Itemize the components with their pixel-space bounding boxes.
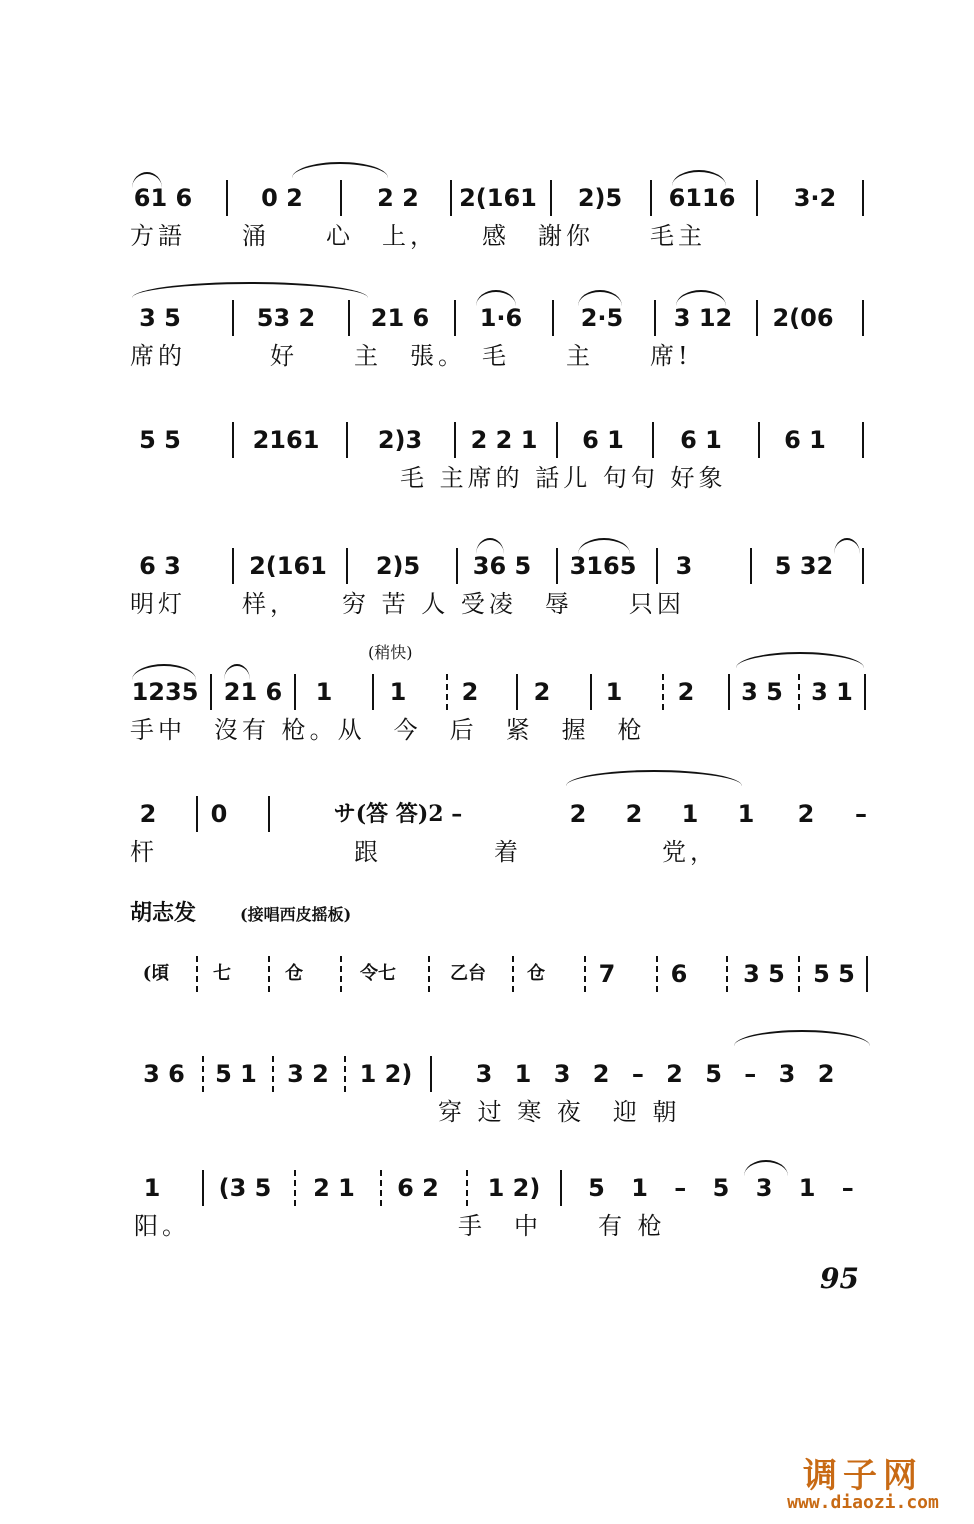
lyrics-line: [0, 836, 974, 868]
barline: [232, 300, 234, 336]
lyrics-line: [0, 220, 974, 252]
barline: [728, 674, 730, 710]
barline: [456, 548, 458, 584]
barline-dashed: [268, 956, 270, 992]
note-group: 2(161: [249, 552, 327, 580]
note-group: 6 1: [784, 426, 826, 454]
barline: [590, 674, 592, 710]
barline: [202, 1170, 204, 1206]
note-group: 6116: [668, 184, 736, 212]
note-group: 2 2 1: [470, 426, 538, 454]
barline: [556, 548, 558, 584]
score-system-8: [0, 1052, 974, 1132]
note-group: 3 5: [741, 678, 783, 706]
slur: [566, 770, 742, 786]
note-group: 5 5: [813, 960, 855, 988]
barline: [556, 422, 558, 458]
note-group: 6 2: [397, 1174, 439, 1202]
note-group: 5 5: [139, 426, 181, 454]
note-group: 3: [675, 552, 693, 580]
note-group: –: [855, 800, 867, 828]
note-group: 21 6: [370, 304, 430, 332]
barline: [758, 422, 760, 458]
notation-line: [0, 296, 974, 340]
barline: [372, 674, 374, 710]
note-group: 3 1: [811, 678, 853, 706]
barline: [210, 674, 212, 710]
note-group: 5 1 – 5 3 1 –: [588, 1174, 854, 1202]
note-group: 2)5: [577, 184, 623, 212]
note-group: 2: [569, 800, 587, 828]
lyric-text: 方語 涌 心 上， 感 謝你 毛主: [130, 222, 706, 250]
slur: [734, 1030, 870, 1046]
lyrics-line: [0, 588, 974, 620]
watermark: [758, 1448, 968, 1520]
note-group: 七: [213, 963, 231, 984]
barline: [552, 300, 554, 336]
barline-dashed: [656, 956, 658, 992]
barline: [430, 1056, 432, 1092]
note-group: 3 1 3 2 – 2 5 – 3 2: [475, 1060, 835, 1088]
note-group: 1: [737, 800, 755, 828]
notation-line: [0, 418, 974, 462]
barline-dashed: [380, 1170, 382, 1206]
note-group: 1 2): [359, 1060, 413, 1088]
score-system-3: [0, 418, 974, 498]
barline: [862, 180, 864, 216]
note-group: 0 2: [261, 184, 303, 212]
note-group: 2)5: [375, 552, 421, 580]
note-group: 0: [210, 800, 228, 828]
barline-dashed: [662, 674, 664, 710]
notation-line: [0, 952, 974, 996]
barline: [226, 180, 228, 216]
note-group: (3 5: [218, 1174, 272, 1202]
lyric-text: 手中 沒有 枪。从 今 后 紧 握 枪: [130, 716, 646, 744]
page-number: 95: [820, 1262, 859, 1295]
barline: [654, 300, 656, 336]
note-group: 乙台: [450, 963, 486, 984]
barline-dashed: [512, 956, 514, 992]
barline: [560, 1170, 562, 1206]
barline-dashed: [798, 956, 800, 992]
barline-dashed: [466, 1170, 468, 1206]
lyric-text: 明灯 样， 穷 苦 人 受凌 辱 只因: [130, 590, 685, 618]
barline: [454, 300, 456, 336]
score-system-5: [0, 670, 974, 750]
barline-dashed: [196, 956, 198, 992]
note-group: 3 6: [143, 1060, 185, 1088]
barline-dashed: [202, 1056, 204, 1092]
note-group: 1235: [131, 678, 199, 706]
note-group: 6 3: [139, 552, 181, 580]
barline: [196, 796, 198, 832]
note-group: 2: [533, 678, 551, 706]
note-group: 2161: [252, 426, 320, 454]
note-group: 仓: [285, 963, 303, 984]
lyric-text: 杆 跟 着 党，: [130, 838, 718, 866]
note-group: 6 1: [582, 426, 624, 454]
note-group: 2·5: [580, 304, 624, 332]
note-group: 53 2: [256, 304, 316, 332]
barline: [346, 422, 348, 458]
notation-line: [0, 176, 974, 220]
barline: [346, 548, 348, 584]
note-group: 3 2: [287, 1060, 329, 1088]
note-group: 6: [670, 960, 688, 988]
note-group: 1: [605, 678, 623, 706]
lyrics-line: [0, 462, 974, 494]
note-group: 3165: [569, 552, 637, 580]
notation-line: [0, 792, 974, 836]
barline: [750, 548, 752, 584]
barline: [656, 548, 658, 584]
barline: [862, 422, 864, 458]
lyrics-line: [0, 714, 974, 746]
score-system-7: [0, 952, 974, 1032]
note-group: 1 2): [487, 1174, 541, 1202]
watermark-title: 调子网: [803, 1456, 923, 1496]
barline: [450, 180, 452, 216]
score-system-1: [0, 176, 974, 256]
note-group: 5 1: [215, 1060, 257, 1088]
notation-line: [0, 544, 974, 588]
note-group: 21 6: [223, 678, 283, 706]
barline-dashed: [340, 956, 342, 992]
note-group: 2: [461, 678, 479, 706]
note-group: 1·6: [479, 304, 523, 332]
note-group: 1: [681, 800, 699, 828]
barline-dashed: [344, 1056, 346, 1092]
note-group: 2: [625, 800, 643, 828]
barline: [756, 300, 758, 336]
note-group: 2(06: [772, 304, 834, 332]
note-group: 3 5: [743, 960, 785, 988]
lyrics-line: [0, 1210, 974, 1242]
watermark-url: www.diaozi.com: [787, 1492, 939, 1513]
notation-line: [0, 1052, 974, 1096]
notation-line: [0, 670, 974, 714]
barline-dashed: [584, 956, 586, 992]
barline: [864, 674, 866, 710]
note-group: 仓: [527, 963, 545, 984]
note-group: 2 2: [377, 184, 419, 212]
slur: [736, 652, 864, 668]
lyric-text: 席的 好 主 張。 毛 主 席!: [130, 342, 692, 370]
barline: [550, 180, 552, 216]
note-group: 1: [315, 678, 333, 706]
barline: [454, 422, 456, 458]
note-group: 2(161: [459, 184, 537, 212]
lyric-text: 毛 主席的 話儿 句句 好象: [400, 464, 727, 492]
score-system-4: [0, 544, 974, 624]
note-group: 2)3: [377, 426, 423, 454]
lyric-text: 穿 过 寒 夜 迎 朝: [438, 1098, 681, 1126]
lyrics-line: [0, 1096, 974, 1128]
singer-name: 胡志发: [130, 900, 197, 926]
score-system-6: [0, 792, 974, 872]
barline-dashed: [798, 674, 800, 710]
lyric-text: 阳。 手 中 有 枪: [134, 1212, 666, 1240]
barline: [650, 180, 652, 216]
barline-dashed: [272, 1056, 274, 1092]
note-group: 61 6: [133, 184, 193, 212]
barline-dashed: [446, 674, 448, 710]
note-group: 3·2: [793, 184, 837, 212]
barline: [516, 674, 518, 710]
barline-dashed: [428, 956, 430, 992]
note-group: 2: [139, 800, 157, 828]
note-group: 36 5: [472, 552, 532, 580]
tempo-mark: (稍快): [368, 643, 413, 662]
barline: [756, 180, 758, 216]
barline: [232, 422, 234, 458]
note-group: (頃: [142, 963, 170, 984]
barline: [866, 956, 868, 992]
barline: [652, 422, 654, 458]
score-system-9: [0, 1166, 974, 1246]
note-group: 2: [797, 800, 815, 828]
barline: [340, 180, 342, 216]
barline: [862, 548, 864, 584]
note-group: 3 5: [139, 304, 181, 332]
barline: [232, 548, 234, 584]
note-group: サ(答 答)2 –: [333, 801, 463, 827]
note-group: 7: [598, 960, 616, 988]
barline-dashed: [294, 1170, 296, 1206]
barline: [348, 300, 350, 336]
score-system-2: [0, 296, 974, 376]
lyrics-line: [0, 340, 974, 372]
note-group: 令七: [360, 963, 396, 984]
note-group: 3 12: [673, 304, 733, 332]
note-group: 2 1: [313, 1174, 355, 1202]
note-group: 1: [389, 678, 407, 706]
note-group: 5 32: [774, 552, 834, 580]
note-group: 2: [677, 678, 695, 706]
singing-style: (接唱西皮摇板): [240, 905, 352, 924]
barline: [294, 674, 296, 710]
barline: [862, 300, 864, 336]
note-group: 6 1: [680, 426, 722, 454]
notation-line: [0, 1166, 974, 1210]
barline: [268, 796, 270, 832]
barline-dashed: [726, 956, 728, 992]
note-group: 1: [143, 1174, 161, 1202]
